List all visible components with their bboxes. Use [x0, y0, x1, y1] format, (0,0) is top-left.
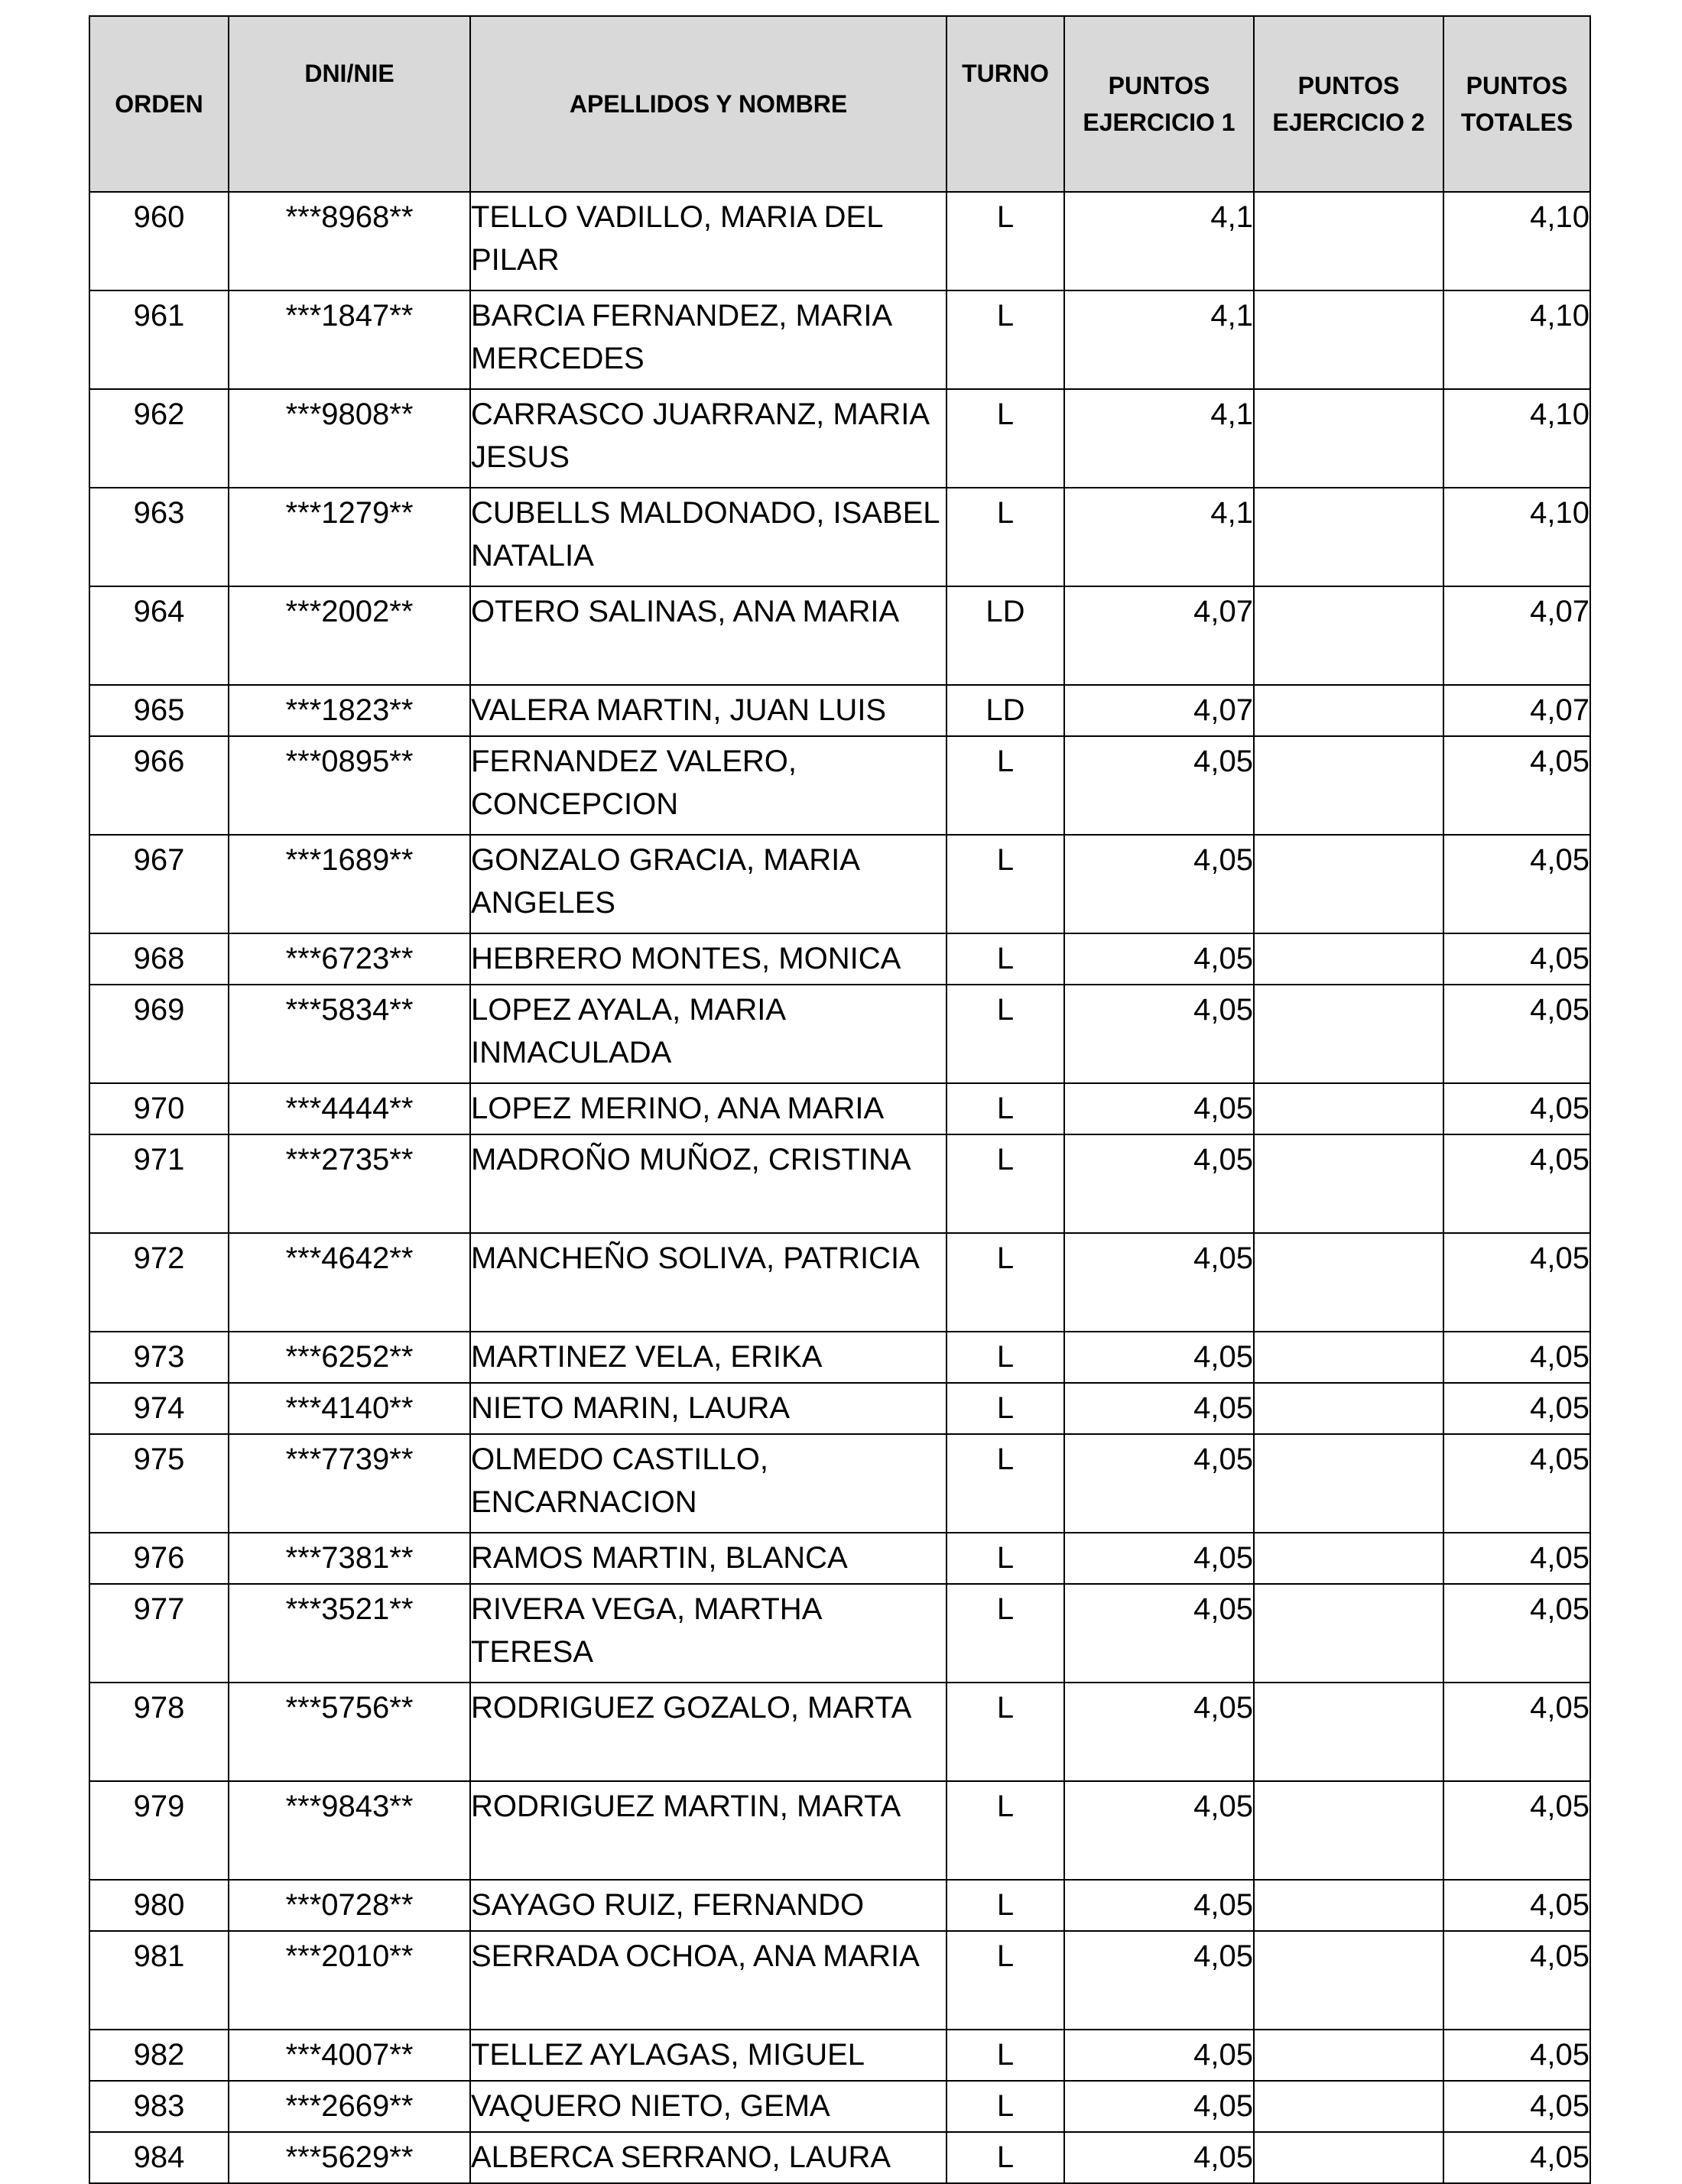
table-row — [89, 1383, 1590, 1434]
puntos-ejercicio-1-cell: 4,07 — [1064, 685, 1254, 736]
table-row — [89, 1683, 1590, 1781]
orden-cell: 972 — [89, 1233, 229, 1332]
puntos-ejercicio-1-cell: 4,05 — [1064, 1584, 1254, 1683]
puntos-ejercicio-2-cell — [1254, 1584, 1443, 1683]
table-row — [89, 290, 1590, 389]
puntos-ejercicio-1-cell: 4,05 — [1064, 985, 1254, 1083]
turno-cell: L — [947, 835, 1064, 933]
puntos-ejercicio-2-cell — [1254, 736, 1443, 835]
puntos-totales-cell: 4,05 — [1443, 835, 1590, 933]
table-row — [89, 933, 1590, 985]
orden-cell: 962 — [89, 389, 229, 488]
nombre-cell: CARRASCO JUARRANZ, MARIA JESUS — [470, 389, 947, 488]
turno-cell: L — [947, 1584, 1064, 1683]
orden-cell: 967 — [89, 835, 229, 933]
puntos-totales-cell: 4,05 — [1443, 1533, 1590, 1584]
puntos-ejercicio-1-cell: 4,05 — [1064, 1683, 1254, 1781]
puntos-ejercicio-2-cell — [1254, 488, 1443, 586]
puntos-totales-cell: 4,05 — [1443, 933, 1590, 985]
nombre-cell: FERNANDEZ VALERO, CONCEPCION — [470, 736, 947, 835]
turno-cell: L — [947, 1931, 1064, 2030]
dni-cell: ***7739** — [229, 1434, 470, 1533]
nombre-cell: LOPEZ MERINO, ANA MARIA — [470, 1083, 947, 1134]
turno-cell: L — [947, 1083, 1064, 1134]
table-row — [89, 2030, 1590, 2081]
puntos-totales-cell: 4,07 — [1443, 685, 1590, 736]
orden-cell: 981 — [89, 1931, 229, 2030]
puntos-ejercicio-2-cell — [1254, 2030, 1443, 2081]
nombre-cell: OTERO SALINAS, ANA MARIA — [470, 586, 947, 685]
turno-cell: LD — [947, 685, 1064, 736]
dni-cell: ***2669** — [229, 2081, 470, 2132]
orden-cell: 964 — [89, 586, 229, 685]
puntos-ejercicio-1-cell: 4,1 — [1064, 290, 1254, 389]
table-row — [89, 1434, 1590, 1533]
table-row — [89, 685, 1590, 736]
header-tot-line2: TOTALES — [1460, 109, 1573, 136]
puntos-totales-cell: 4,05 — [1443, 1434, 1590, 1533]
puntos-ejercicio-1-cell: 4,05 — [1064, 1134, 1254, 1233]
turno-cell: L — [947, 488, 1064, 586]
orden-cell: 971 — [89, 1134, 229, 1233]
puntos-ejercicio-2-cell — [1254, 1134, 1443, 1233]
nombre-cell: OLMEDO CASTILLO, ENCARNACION — [470, 1434, 947, 1533]
dni-cell: ***4007** — [229, 2030, 470, 2081]
puntos-ejercicio-2-cell — [1254, 586, 1443, 685]
nombre-cell: SERRADA OCHOA, ANA MARIA — [470, 1931, 947, 2030]
puntos-ejercicio-2-cell — [1254, 192, 1443, 290]
nombre-cell: BARCIA FERNANDEZ, MARIA MERCEDES — [470, 290, 947, 389]
puntos-ejercicio-1-cell: 4,05 — [1064, 835, 1254, 933]
dni-cell: ***4444** — [229, 1083, 470, 1134]
dni-cell: ***6723** — [229, 933, 470, 985]
table-header — [89, 16, 1590, 192]
puntos-ejercicio-1-cell: 4,1 — [1064, 488, 1254, 586]
puntos-totales-cell: 4,05 — [1443, 1332, 1590, 1383]
puntos-ejercicio-2-cell — [1254, 2132, 1443, 2183]
puntos-ejercicio-1-cell: 4,1 — [1064, 192, 1254, 290]
table-row — [89, 1332, 1590, 1383]
dni-cell: ***2010** — [229, 1931, 470, 2030]
dni-cell: ***5756** — [229, 1683, 470, 1781]
header-nombre: APELLIDOS Y NOMBRE — [470, 16, 947, 192]
turno-cell: L — [947, 2030, 1064, 2081]
table-row — [89, 1233, 1590, 1332]
turno-cell: L — [947, 192, 1064, 290]
puntos-totales-cell: 4,05 — [1443, 1383, 1590, 1434]
turno-cell: L — [947, 736, 1064, 835]
puntos-totales-cell: 4,05 — [1443, 1233, 1590, 1332]
puntos-totales-cell: 4,05 — [1443, 985, 1590, 1083]
orden-cell: 976 — [89, 1533, 229, 1584]
puntos-totales-cell: 4,05 — [1443, 1584, 1590, 1683]
dni-cell: ***6252** — [229, 1332, 470, 1383]
orden-cell: 963 — [89, 488, 229, 586]
turno-cell: L — [947, 1332, 1064, 1383]
puntos-ejercicio-1-cell: 4,05 — [1064, 1533, 1254, 1584]
puntos-ejercicio-2-cell — [1254, 985, 1443, 1083]
puntos-totales-cell: 4,05 — [1443, 1781, 1590, 1880]
turno-cell: L — [947, 933, 1064, 985]
orden-cell: 973 — [89, 1332, 229, 1383]
turno-cell: L — [947, 1880, 1064, 1931]
dni-cell: ***0895** — [229, 736, 470, 835]
orden-cell: 969 — [89, 985, 229, 1083]
table-body — [89, 192, 1590, 2183]
dni-cell: ***4140** — [229, 1383, 470, 1434]
nombre-cell: VAQUERO NIETO, GEMA — [470, 2081, 947, 2132]
header-ej2-line2: EJERCICIO 2 — [1272, 109, 1425, 136]
puntos-ejercicio-1-cell: 4,05 — [1064, 1434, 1254, 1533]
table-row — [89, 2132, 1590, 2183]
puntos-ejercicio-2-cell — [1254, 1083, 1443, 1134]
orden-cell: 974 — [89, 1383, 229, 1434]
table-row — [89, 985, 1590, 1083]
table-row — [89, 1931, 1590, 2030]
orden-cell: 983 — [89, 2081, 229, 2132]
puntos-ejercicio-2-cell — [1254, 1332, 1443, 1383]
puntos-ejercicio-1-cell: 4,05 — [1064, 1781, 1254, 1880]
table-row — [89, 1880, 1590, 1931]
puntos-totales-cell: 4,10 — [1443, 192, 1590, 290]
puntos-ejercicio-2-cell — [1254, 1781, 1443, 1880]
puntos-totales-cell: 4,05 — [1443, 2081, 1590, 2132]
header-orden: ORDEN — [89, 16, 229, 192]
puntos-ejercicio-1-cell: 4,05 — [1064, 736, 1254, 835]
puntos-ejercicio-1-cell: 4,05 — [1064, 1880, 1254, 1931]
nombre-cell: TELLO VADILLO, MARIA DEL PILAR — [470, 192, 947, 290]
turno-cell: L — [947, 2081, 1064, 2132]
orden-cell: 970 — [89, 1083, 229, 1134]
nombre-cell: TELLEZ AYLAGAS, MIGUEL — [470, 2030, 947, 2081]
nombre-cell: RODRIGUEZ MARTIN, MARTA — [470, 1781, 947, 1880]
puntos-ejercicio-1-cell: 4,05 — [1064, 2081, 1254, 2132]
puntos-ejercicio-2-cell — [1254, 1683, 1443, 1781]
dni-cell: ***0728** — [229, 1880, 470, 1931]
dni-cell: ***9843** — [229, 1781, 470, 1880]
puntos-ejercicio-2-cell — [1254, 1533, 1443, 1584]
turno-cell: L — [947, 1233, 1064, 1332]
header-ej1-line2: EJERCICIO 1 — [1083, 109, 1236, 136]
table-row — [89, 586, 1590, 685]
header-turno: TURNO — [947, 16, 1064, 192]
puntos-totales-cell: 4,05 — [1443, 2030, 1590, 2081]
orden-cell: 975 — [89, 1434, 229, 1533]
table-row — [89, 1781, 1590, 1880]
puntos-totales-cell: 4,05 — [1443, 1880, 1590, 1931]
nombre-cell: VALERA MARTIN, JUAN LUIS — [470, 685, 947, 736]
puntos-totales-cell: 4,07 — [1443, 586, 1590, 685]
puntos-ejercicio-2-cell — [1254, 1383, 1443, 1434]
nombre-cell: MADROÑO MUÑOZ, CRISTINA — [470, 1134, 947, 1233]
nombre-cell: CUBELLS MALDONADO, ISABEL NATALIA — [470, 488, 947, 586]
results-table — [89, 15, 1591, 2184]
nombre-cell: RAMOS MARTIN, BLANCA — [470, 1533, 947, 1584]
puntos-ejercicio-1-cell: 4,05 — [1064, 1332, 1254, 1383]
puntos-ejercicio-2-cell — [1254, 290, 1443, 389]
orden-cell: 977 — [89, 1584, 229, 1683]
puntos-ejercicio-2-cell — [1254, 835, 1443, 933]
dni-cell: ***2735** — [229, 1134, 470, 1233]
table-row — [89, 1134, 1590, 1233]
puntos-ejercicio-2-cell — [1254, 389, 1443, 488]
puntos-ejercicio-1-cell: 4,05 — [1064, 2132, 1254, 2183]
puntos-totales-cell: 4,05 — [1443, 1931, 1590, 2030]
orden-cell: 984 — [89, 2132, 229, 2183]
puntos-ejercicio-2-cell — [1254, 1434, 1443, 1533]
turno-cell: L — [947, 2132, 1064, 2183]
puntos-ejercicio-2-cell — [1254, 2081, 1443, 2132]
dni-cell: ***1689** — [229, 835, 470, 933]
dni-cell: ***7381** — [229, 1533, 470, 1584]
table-row — [89, 1533, 1590, 1584]
header-ej2-line1: PUNTOS — [1297, 72, 1400, 99]
puntos-totales-cell: 4,05 — [1443, 2132, 1590, 2183]
puntos-ejercicio-2-cell — [1254, 933, 1443, 985]
orden-cell: 980 — [89, 1880, 229, 1931]
turno-cell: L — [947, 1434, 1064, 1533]
puntos-ejercicio-1-cell: 4,05 — [1064, 1383, 1254, 1434]
header-puntos-ejercicio-2 — [1254, 16, 1443, 192]
turno-cell: L — [947, 1781, 1064, 1880]
orden-cell: 982 — [89, 2030, 229, 2081]
puntos-ejercicio-1-cell: 4,05 — [1064, 933, 1254, 985]
puntos-ejercicio-1-cell: 4,05 — [1064, 2030, 1254, 2081]
table-row — [89, 389, 1590, 488]
puntos-totales-cell: 4,10 — [1443, 290, 1590, 389]
dni-cell: ***1823** — [229, 685, 470, 736]
dni-cell: ***3521** — [229, 1584, 470, 1683]
header-puntos-totales — [1443, 16, 1590, 192]
dni-cell: ***2002** — [229, 586, 470, 685]
orden-cell: 968 — [89, 933, 229, 985]
puntos-ejercicio-2-cell — [1254, 1931, 1443, 2030]
turno-cell: L — [947, 1134, 1064, 1233]
nombre-cell: RIVERA VEGA, MARTHA TERESA — [470, 1584, 947, 1683]
nombre-cell: LOPEZ AYALA, MARIA INMACULADA — [470, 985, 947, 1083]
nombre-cell: GONZALO GRACIA, MARIA ANGELES — [470, 835, 947, 933]
nombre-cell: HEBRERO MONTES, MONICA — [470, 933, 947, 985]
table-row — [89, 736, 1590, 835]
turno-cell: L — [947, 290, 1064, 389]
puntos-totales-cell: 4,05 — [1443, 1683, 1590, 1781]
turno-cell: LD — [947, 586, 1064, 685]
orden-cell: 961 — [89, 290, 229, 389]
dni-cell: ***4642** — [229, 1233, 470, 1332]
dni-cell: ***1279** — [229, 488, 470, 586]
table-row — [89, 1584, 1590, 1683]
nombre-cell: SAYAGO RUIZ, FERNANDO — [470, 1880, 947, 1931]
orden-cell: 960 — [89, 192, 229, 290]
nombre-cell: MARTINEZ VELA, ERIKA — [470, 1332, 947, 1383]
dni-cell: ***9808** — [229, 389, 470, 488]
nombre-cell: NIETO MARIN, LAURA — [470, 1383, 947, 1434]
table-row — [89, 2081, 1590, 2132]
table-row — [89, 488, 1590, 586]
dni-cell: ***5629** — [229, 2132, 470, 2183]
puntos-ejercicio-1-cell: 4,07 — [1064, 586, 1254, 685]
puntos-ejercicio-2-cell — [1254, 1233, 1443, 1332]
dni-cell: ***5834** — [229, 985, 470, 1083]
puntos-ejercicio-1-cell: 4,05 — [1064, 1083, 1254, 1134]
puntos-ejercicio-1-cell: 4,05 — [1064, 1931, 1254, 2030]
turno-cell: L — [947, 1533, 1064, 1584]
table-row — [89, 1083, 1590, 1134]
puntos-ejercicio-2-cell — [1254, 1880, 1443, 1931]
nombre-cell: MANCHEÑO SOLIVA, PATRICIA — [470, 1233, 947, 1332]
orden-cell: 965 — [89, 685, 229, 736]
turno-cell: L — [947, 1683, 1064, 1781]
puntos-ejercicio-2-cell — [1254, 685, 1443, 736]
puntos-ejercicio-1-cell: 4,05 — [1064, 1233, 1254, 1332]
table-row — [89, 835, 1590, 933]
dni-cell: ***8968** — [229, 192, 470, 290]
orden-cell: 966 — [89, 736, 229, 835]
header-dni: DNI/NIE — [229, 16, 470, 192]
puntos-totales-cell: 4,05 — [1443, 1083, 1590, 1134]
puntos-totales-cell: 4,05 — [1443, 736, 1590, 835]
puntos-totales-cell: 4,10 — [1443, 389, 1590, 488]
table-row — [89, 192, 1590, 290]
orden-cell: 979 — [89, 1781, 229, 1880]
header-ej1-line1: PUNTOS — [1108, 72, 1210, 99]
puntos-ejercicio-1-cell: 4,1 — [1064, 389, 1254, 488]
turno-cell: L — [947, 985, 1064, 1083]
nombre-cell: ALBERCA SERRANO, LAURA — [470, 2132, 947, 2183]
header-tot-line1: PUNTOS — [1466, 72, 1568, 99]
puntos-totales-cell: 4,05 — [1443, 1134, 1590, 1233]
turno-cell: L — [947, 1383, 1064, 1434]
dni-cell: ***1847** — [229, 290, 470, 389]
orden-cell: 978 — [89, 1683, 229, 1781]
nombre-cell: RODRIGUEZ GOZALO, MARTA — [470, 1683, 947, 1781]
header-puntos-ejercicio-1 — [1064, 16, 1254, 192]
turno-cell: L — [947, 389, 1064, 488]
puntos-totales-cell: 4,10 — [1443, 488, 1590, 586]
